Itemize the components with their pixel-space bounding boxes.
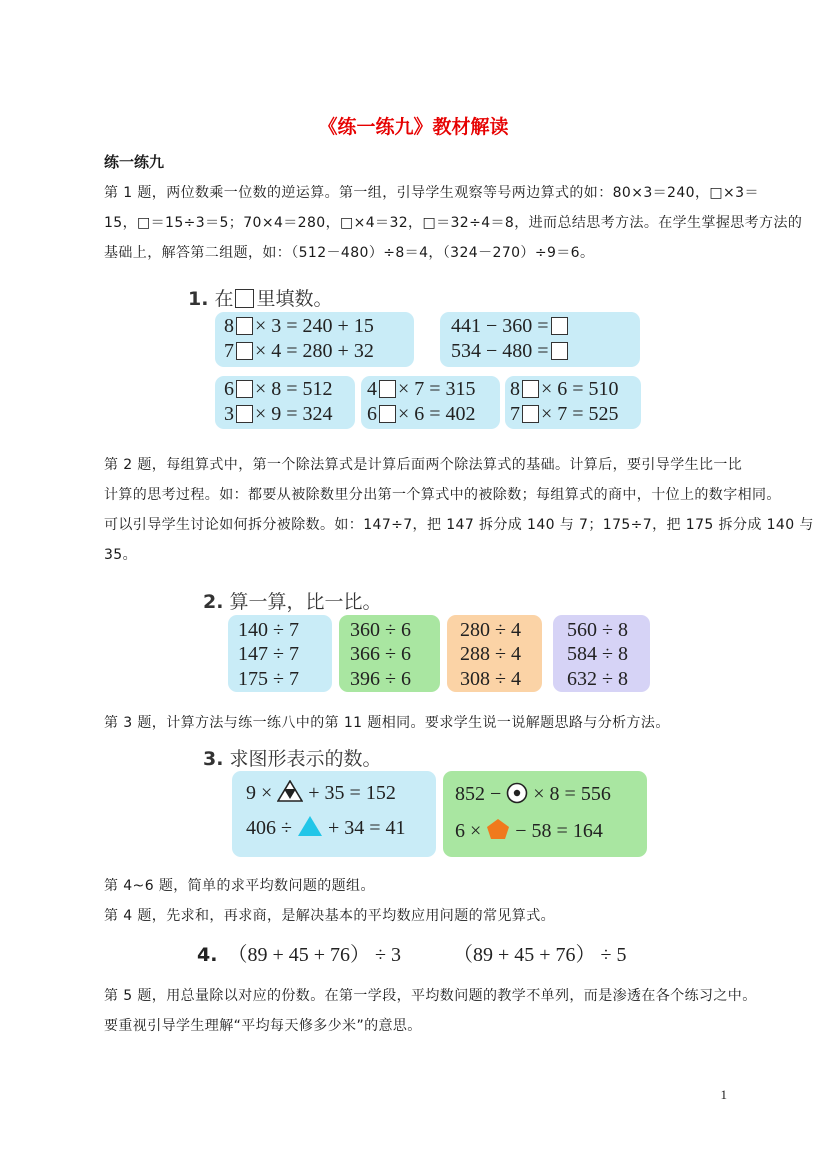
q3-eq <box>246 780 396 805</box>
q1-eq: 8 × 6 = 510 <box>510 378 619 400</box>
q1-label <box>188 284 332 311</box>
q1-eq: 7 × 7 = 525 <box>510 403 619 425</box>
q2-eq: 308 ÷ 4 <box>460 668 521 690</box>
paragraph-q1 <box>104 178 803 268</box>
q2-eq: 584 ÷ 8 <box>567 643 628 665</box>
blank-square-icon <box>236 380 253 398</box>
blank-square-icon <box>236 317 253 335</box>
paragraph-q3 <box>104 708 752 738</box>
q1-eq: 8 × 3 = 240 + 15 <box>224 315 374 337</box>
blank-square-icon <box>379 380 396 398</box>
q3-eq-text: + 35 = 152 <box>308 782 396 804</box>
circle-dot-icon <box>506 782 528 804</box>
q4-number: 4. <box>197 944 218 966</box>
q2-eq: 360 ÷ 6 <box>350 619 411 641</box>
q3-eq-text: + 34 = 41 <box>327 817 406 839</box>
paragraph-q4-6 <box>104 871 752 931</box>
q4-expr: （89 + 45 + 76） ÷ 5 <box>453 944 627 966</box>
q1-eq: 7 × 4 = 280 + 32 <box>224 340 374 362</box>
q2-number: 2. <box>203 591 224 613</box>
paragraph-line: 第 3 题，计算方法与练一练八中的第 11 题相同。要求学生说一说解题思路与分析方法。 <box>104 715 670 731</box>
q2-eq: 632 ÷ 8 <box>567 668 628 690</box>
q2-eq: 366 ÷ 6 <box>350 643 411 665</box>
blank-square-icon <box>236 405 253 423</box>
q3-label-text: 求图形表示的数。 <box>229 748 382 770</box>
paragraph-line: 要重视引导学生理解“平均每天修多少米”的意思。 <box>104 1018 422 1034</box>
q1-eq: 3 × 9 = 324 <box>224 403 333 425</box>
blank-square-icon <box>236 342 253 360</box>
q3-eq-text: 9 × <box>246 782 273 804</box>
blank-square-icon <box>551 342 568 360</box>
q1-eq: 6 × 8 = 512 <box>224 378 333 400</box>
q2-label-text: 算一算，比一比。 <box>229 591 382 613</box>
q2-eq: 147 ÷ 7 <box>238 643 299 665</box>
blank-square-icon <box>522 405 539 423</box>
paragraph-line: 15，□＝15÷3＝5；70×4＝280，□×4＝32，□＝32÷4＝8，进而总结思考方法。在学生掌握思考方法的 <box>104 215 803 231</box>
paragraph-line: 第 5 题，用总量除以对应的份数。在第一学段，平均数问题的教学不单列，而是渗透在各个练习之中。 <box>104 988 757 1004</box>
blank-square-icon <box>551 317 568 335</box>
q2-label <box>203 587 381 614</box>
cyan-triangle-icon <box>297 815 323 837</box>
blank-square-icon <box>522 380 539 398</box>
q2-eq: 396 ÷ 6 <box>350 668 411 690</box>
paragraph-line: 第 1 题，两位数乘一位数的逆运算。第一组，引导学生观察等号两边算式的如：80×3＝240，□×3＝ <box>104 185 759 201</box>
q2-eq: 280 ÷ 4 <box>460 619 521 641</box>
paragraph-q2 <box>104 450 814 570</box>
paragraph-q5 <box>104 981 757 1041</box>
q1-label-pre: 在 <box>214 288 234 310</box>
q3-eq-text: 6 × <box>455 820 482 842</box>
q3-number: 3. <box>203 748 224 770</box>
q4-expr: （89 + 45 + 76） ÷ 3 <box>227 944 401 966</box>
q3-eq-text: − 58 = 164 <box>515 820 603 842</box>
triangle-in-triangle-icon <box>277 780 303 802</box>
paragraph-line: 可以引导学生讨论如何拆分被除数。如：147÷7，把 147 拆分成 140 与 7；175÷7，把 175 拆分成 140 与 <box>104 517 814 533</box>
paragraph-line: 基础上，解答第二组题，如：（512－480）÷8＝4，（324－270）÷9＝6。 <box>104 245 595 261</box>
q3-eq <box>455 782 611 806</box>
q2-eq: 140 ÷ 7 <box>238 619 299 641</box>
q1-eq: 4 × 7 = 315 <box>367 378 476 400</box>
paragraph-line: 第 2 题，每组算式中，第一个除法算式是计算后面两个除法算式的基础。计算后，要引导学生比一比 <box>104 457 743 473</box>
q3-eq-text: 406 ÷ <box>246 817 292 839</box>
q1-eq: 441 − 360 = <box>451 315 570 338</box>
paragraph-line: 第 4~6 题，简单的求平均数问题的题组。 <box>104 878 375 894</box>
q2-eq: 175 ÷ 7 <box>238 668 299 690</box>
blank-square-icon <box>379 405 396 423</box>
page-title: 《练一练九》教材解读 <box>318 116 509 138</box>
paragraph-line: 35。 <box>104 547 138 563</box>
q1-label-post: 里填数。 <box>256 288 333 310</box>
q1-eq: 6 × 6 = 402 <box>367 403 476 425</box>
paragraph-line: 第 4 题，先求和，再求商，是解决基本的平均数应用问题的常见算式。 <box>104 908 556 924</box>
q3-label <box>203 744 381 771</box>
orange-pentagon-icon <box>486 818 510 840</box>
blank-square-icon <box>235 289 254 308</box>
q2-eq: 560 ÷ 8 <box>567 619 628 641</box>
q3-eq <box>246 815 406 840</box>
q3-eq-text: × 8 = 556 <box>533 783 611 805</box>
q3-eq <box>455 818 603 843</box>
paragraph-line: 计算的思考过程。如：都要从被除数里分出第一个算式中的被除数；每组算式的商中，十位上的数字相同。 <box>104 487 781 503</box>
section-heading: 练一练九 <box>104 153 165 171</box>
q1-eq: 534 − 480 = <box>451 340 570 363</box>
q3-eq-text: 852 − <box>455 783 502 805</box>
q2-eq: 288 ÷ 4 <box>460 643 521 665</box>
q1-number: 1. <box>188 288 209 310</box>
q4-expressions <box>197 938 627 967</box>
page-number: 1 <box>720 1087 727 1102</box>
